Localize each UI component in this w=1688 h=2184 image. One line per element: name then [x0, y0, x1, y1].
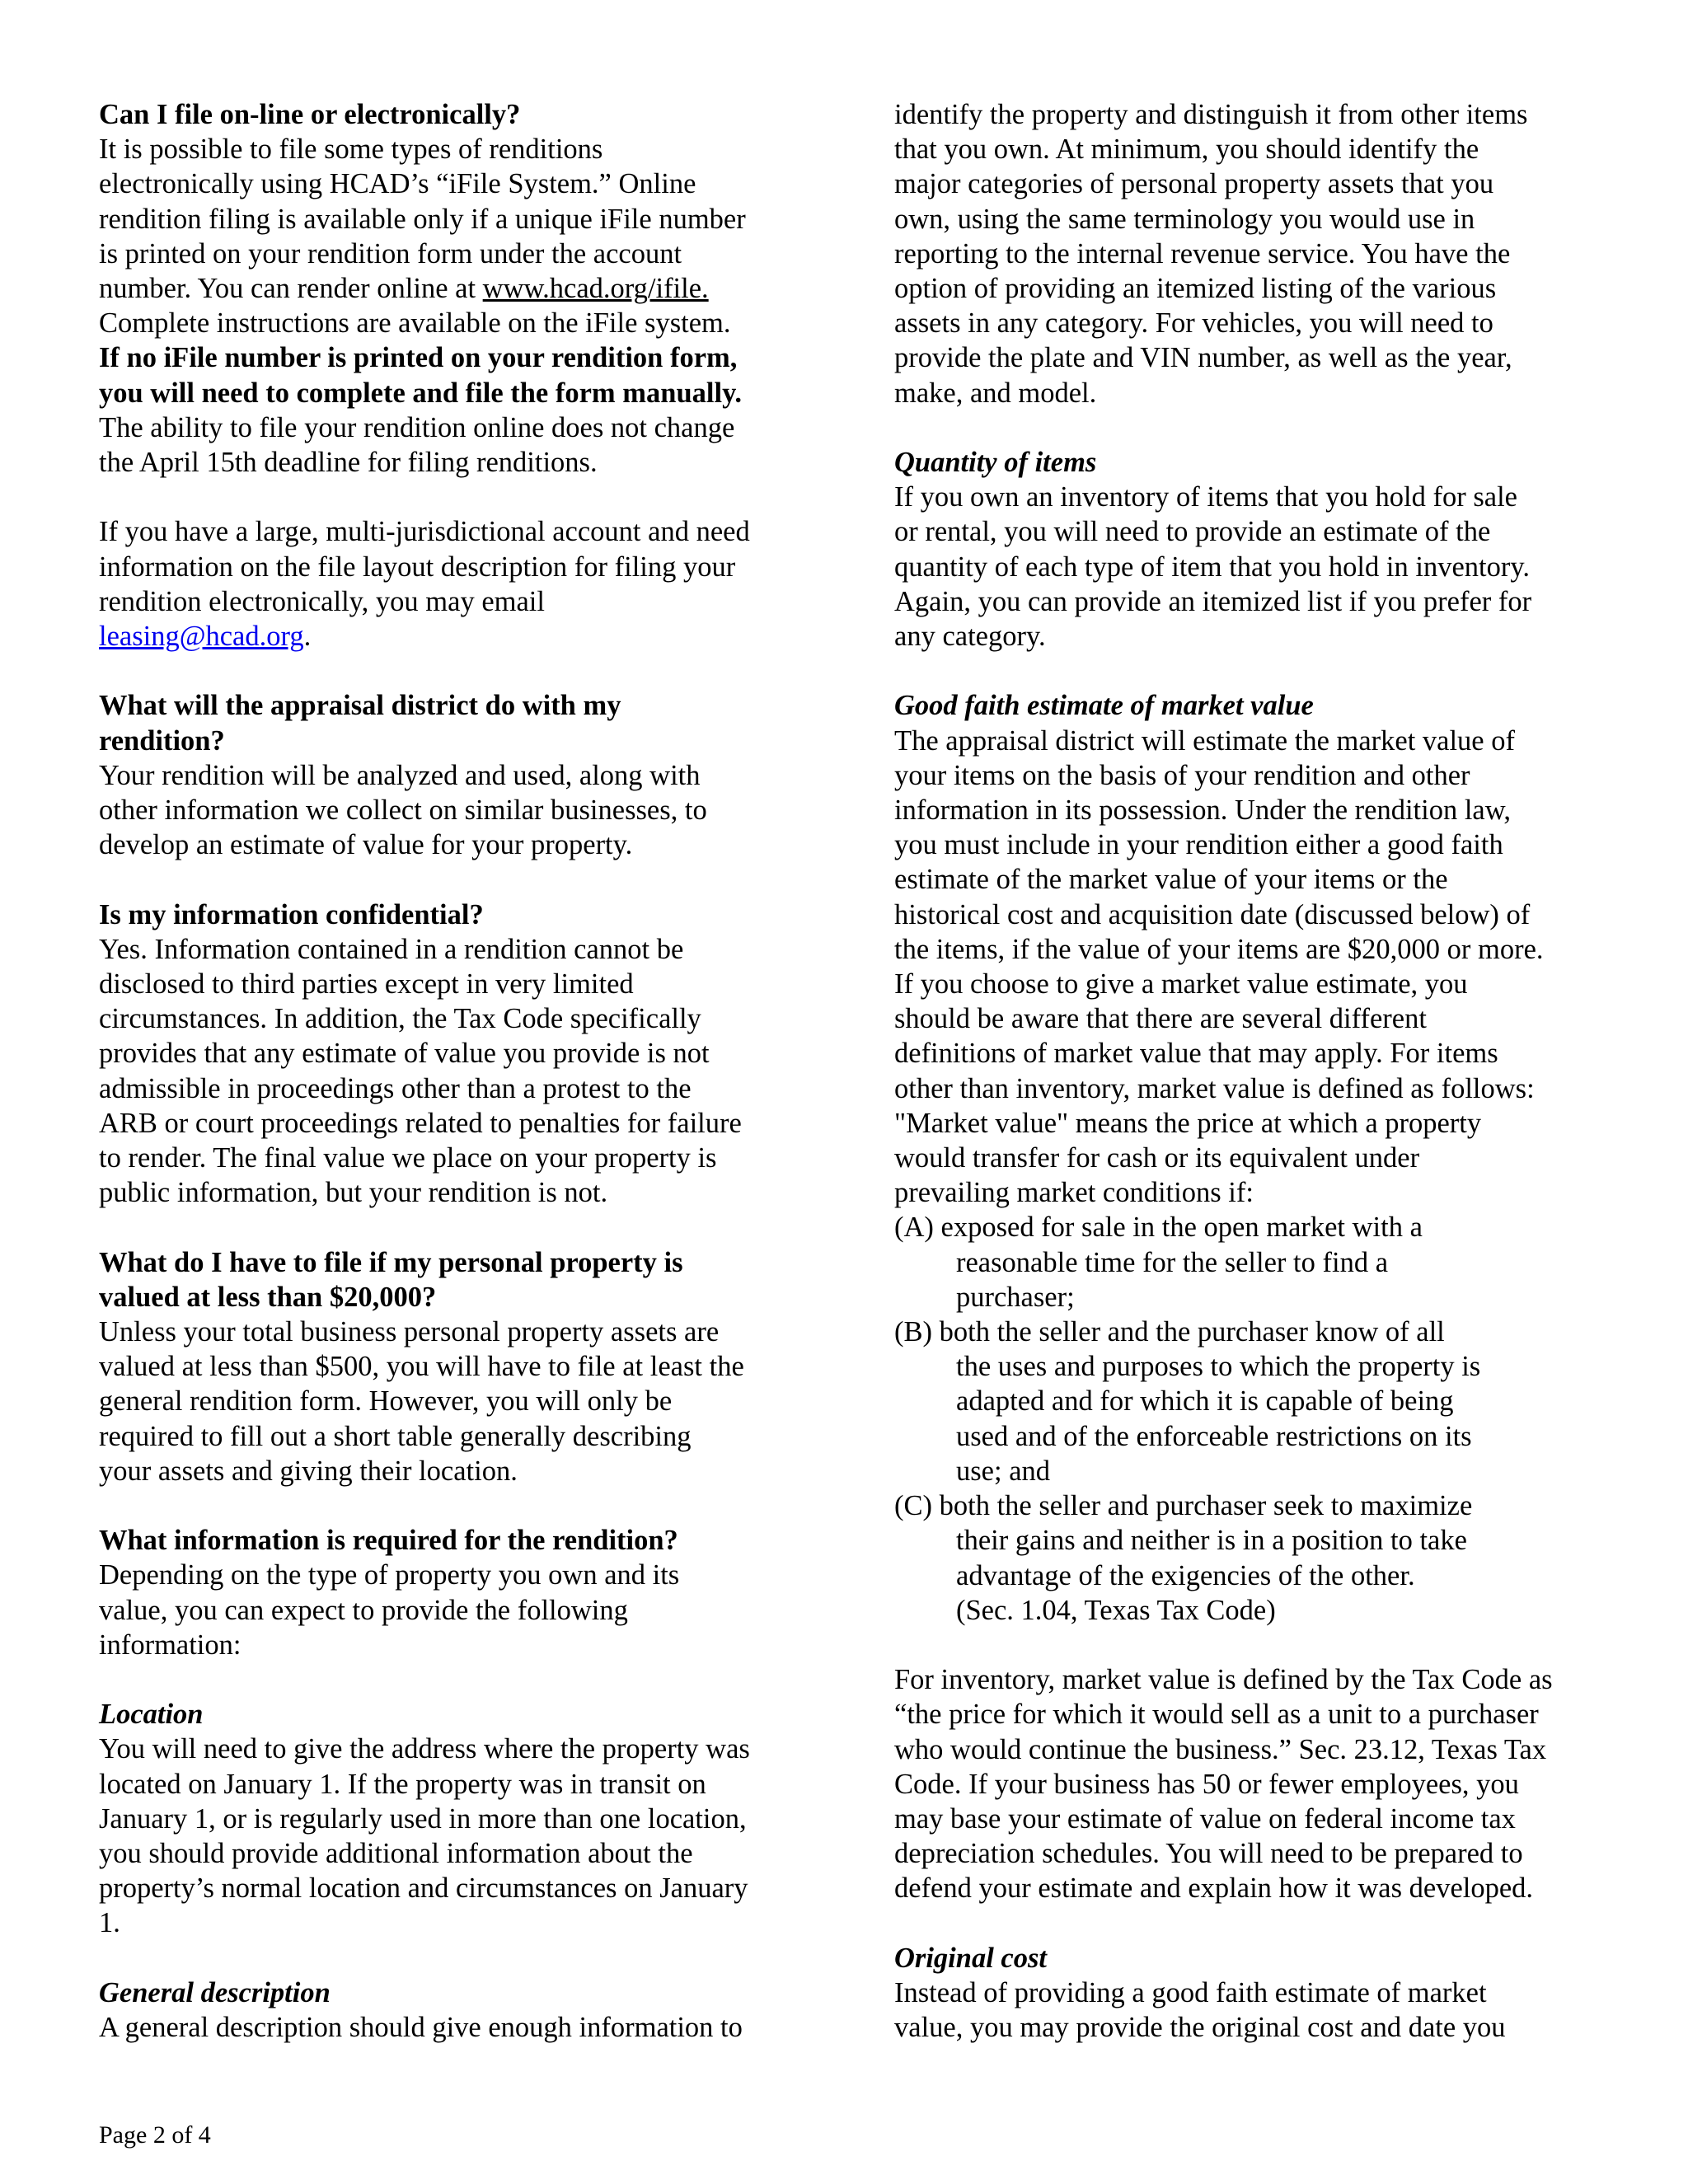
ifile-url-link[interactable]: www.hcad.org/ifile. — [482, 273, 709, 305]
paragraph-district-use: Your rendition will be analyzed and used, along with other information we collect on similar businesses, to develop an estimate of value for your property. — [99, 759, 707, 861]
heading-district-use: What will the appraisal district do with my rendition? — [99, 690, 621, 757]
subheading-general-description: General description — [99, 1976, 331, 2008]
heading-information-required: What information is required for the rendition? — [99, 1525, 678, 1557]
definition-item-a: (A) exposed for sale in the open market with a reasonable time for the seller to find a purchaser; — [894, 1212, 1423, 1313]
leasing-email-link[interactable]: leasing@hcad.org — [99, 621, 304, 653]
paragraph-file-online — [99, 132, 808, 480]
paragraph-quantity: If you own an inventory of items that you hold for sale or rental, you will need to provide an estimate of the quantity of each type of item that you hold in inventory. Again, you can provide an itemized list if you prefer for any category. — [894, 481, 1532, 653]
text-online-deadline: The ability to file your rendition online does not change the April 15th deadline for filing renditions. — [99, 411, 735, 479]
subheading-original-cost: Original cost — [894, 1942, 1047, 1974]
definition-item-c: (C) both the seller and purchaser seek to maximize their gains and neither is in a position to take advantage of the exigencies of the other. (Sec. 1.04, Texas Tax Code) — [894, 1490, 1473, 1626]
text-online-intro: It is possible to file some types of renditions electronically using HCAD’s “iFile System.” Online rendition filing is available only if a unique iFile number is printed on your rendition form under the account number. You can render online at — [99, 134, 746, 305]
paragraph-general-description: A general description should give enough information to — [99, 2012, 743, 2044]
paragraph-confidential: Yes. Information contained in a rendition cannot be disclosed to third parties except in very limited circumstances. In addition, the Tax Code specifically provides that any estimate of value you provide is not admissible in proceedings other than a protest to the ARB or court proceedings related to penalties for failure to render. The final value we place on your property is public information, but your rendition is not. — [99, 933, 742, 1209]
text-period: . — [303, 621, 312, 653]
text-multi-jurisdiction: If you have a large, multi-jurisdictional account and need information on the file layout description for filing your rendition electronically, you may email — [99, 516, 750, 617]
subheading-good-faith: Good faith estimate of market value — [894, 690, 1314, 722]
text-online-instructions: Complete instructions are available on the iFile system. — [99, 307, 731, 340]
paragraph-good-faith: The appraisal district will estimate the market value of your items on the basis of your rendition and other information in its possession. Under the rendition law, you must include in your rendition either a good faith estimate of the market value of your items or the historical cost and acquisition date (discussed below) of the items, if the value of your items are $20,000 or more. If you choose to give a market value estimate, you should be aware that there are several different definitions of market value that may apply. For items other than inventory, market value is defined as follows: — [894, 724, 1544, 1104]
text-online-bold-warning: If no iFile number is printed on your rendition form, you will need to complete and file the form manually. — [99, 342, 743, 409]
right-column — [894, 97, 1611, 2045]
paragraph-less-than-20000: Unless your total business personal property assets are valued at less than $500, you will have to file at least the general rendition form. However, you will only be required to fill out a short table generally describing your assets and giving their location. — [99, 1316, 744, 1487]
heading-file-online: Can I file on-line or electronically? — [99, 99, 521, 130]
paragraph-general-description-cont: identify the property and distinguish it from other items that you own. At minimum, you should identify the major categories of personal property assets that you own, using the same terminology you would use in reporting to the internal revenue service. You have the option of providing an itemized listing of the various assets in any category. For vehicles, you will need to provide the plate and VIN number, as well as the year, make, and model. — [894, 99, 1528, 409]
subheading-location: Location — [99, 1699, 204, 1731]
paragraph-original-cost: Instead of providing a good faith estimate of market value, you may provide the original cost and date you — [894, 1976, 1506, 2044]
paragraph-location: You will need to give the address where the property was located on January 1. If the property was in transit on January 1, or is regularly used in more than one location, you should provide additional information about the property’s normal location and circumstances on January 1. — [99, 1733, 750, 1939]
heading-confidential: Is my information confidential? — [99, 898, 484, 930]
left-column — [99, 97, 808, 2045]
page-number: Page 2 of 4 — [99, 2121, 211, 2149]
heading-less-than-20000: What do I have to file if my personal property is valued at less than $20,000? — [99, 1246, 683, 1313]
subheading-quantity: Quantity of items — [894, 447, 1097, 479]
paragraph-inventory: For inventory, market value is defined by the Tax Code as “the price for which it would sell as a unit to a purchaser who would continue the business.” Sec. 23.12, Texas Tax Code. If your business has 50 or fewer employees, you may base your estimate of value on federal income tax depreciation schedules. You will need to be prepared to defend your estimate and explain how it was developed. — [894, 1664, 1553, 1905]
paragraph-information-required: Depending on the type of property you own and its value, you can expect to provide the following information: — [99, 1559, 680, 1661]
definition-item-b: (B) both the seller and the purchaser know of all the uses and purposes to which the property is adapted and for which it is capable of being used and of the enforceable restrictions on its use; and — [894, 1316, 1481, 1487]
paragraph-multi-jurisdiction — [99, 514, 808, 654]
market-value-definition: "Market value" means the price at which a property would transfer for cash or its equivalent under prevailing market conditions if: — [894, 1107, 1482, 1209]
